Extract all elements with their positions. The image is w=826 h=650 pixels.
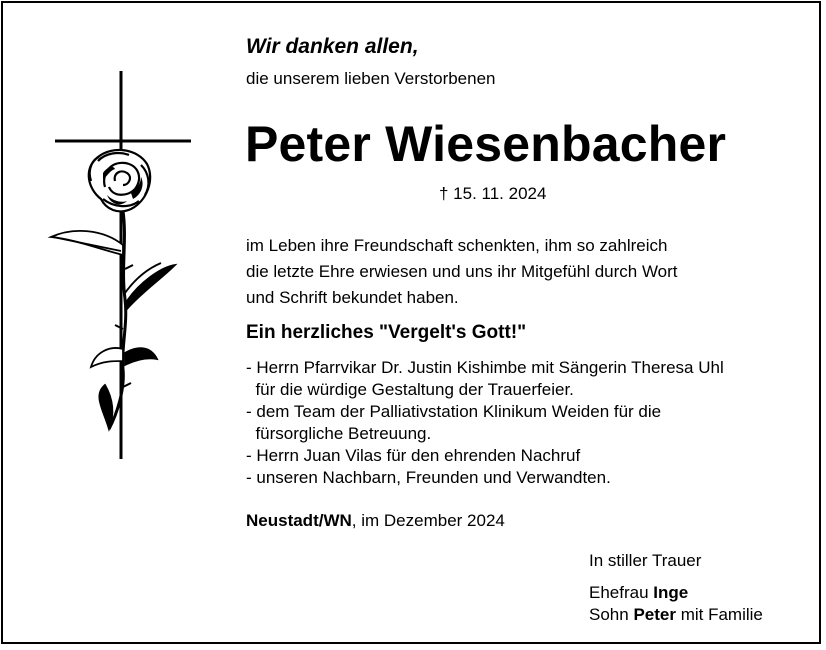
thanks-heading: Ein herzliches "Vergelt's Gott!": [246, 322, 527, 343]
list-item: - unseren Nachbarn, Freunden und Verwandten.: [246, 468, 611, 487]
family-signature: [589, 582, 763, 626]
list-item: - dem Team der Palliativstation Klinikum Weiden für die: [246, 402, 662, 421]
list-item: - Herrn Pfarrvikar Dr. Justin Kishimbe mit Sängerin Theresa Uhl: [246, 358, 724, 377]
deceased-name: Peter Wiesenbacher: [245, 116, 727, 172]
place-date: [246, 511, 505, 531]
family-son: [589, 604, 763, 626]
intro-title: Wir danken allen,: [246, 35, 419, 58]
list-item: fürsorgliche Betreuung.: [246, 424, 432, 443]
wife-name: Inge: [653, 583, 689, 602]
intro-line: die unserem lieben Verstorbenen: [246, 69, 496, 88]
son-suffix: mit Familie: [675, 605, 763, 624]
paragraph-line: und Schrift bekundet haben.: [246, 288, 459, 307]
paragraph-line: im Leben ihre Freundschaft schenkten, ihm so zahlreich: [246, 236, 668, 255]
paragraph-line: die letzte Ehre erwiesen und uns ihr Mitgefühl durch Wort: [246, 262, 678, 281]
place-name: Neustadt/WN: [246, 511, 352, 530]
mourning-line: In stiller Trauer: [589, 551, 702, 570]
list-item: - Herrn Juan Vilas für den ehrenden Nachruf: [246, 446, 581, 465]
family-wife: [589, 582, 763, 604]
obituary-notice: [1, 1, 821, 644]
thanks-paragraph: [246, 233, 766, 311]
death-date: † 15. 11. 2024: [439, 184, 547, 203]
place-date-text: , im Dezember 2024: [351, 511, 505, 530]
son-name: Peter: [633, 605, 676, 624]
thanks-list: [246, 357, 724, 489]
son-prefix: Sohn: [589, 605, 634, 624]
wife-prefix: Ehefrau: [589, 583, 654, 602]
cross-with-rose-icon: [43, 69, 203, 469]
list-item: für die würdige Gestaltung der Trauerfeier.: [246, 380, 574, 399]
